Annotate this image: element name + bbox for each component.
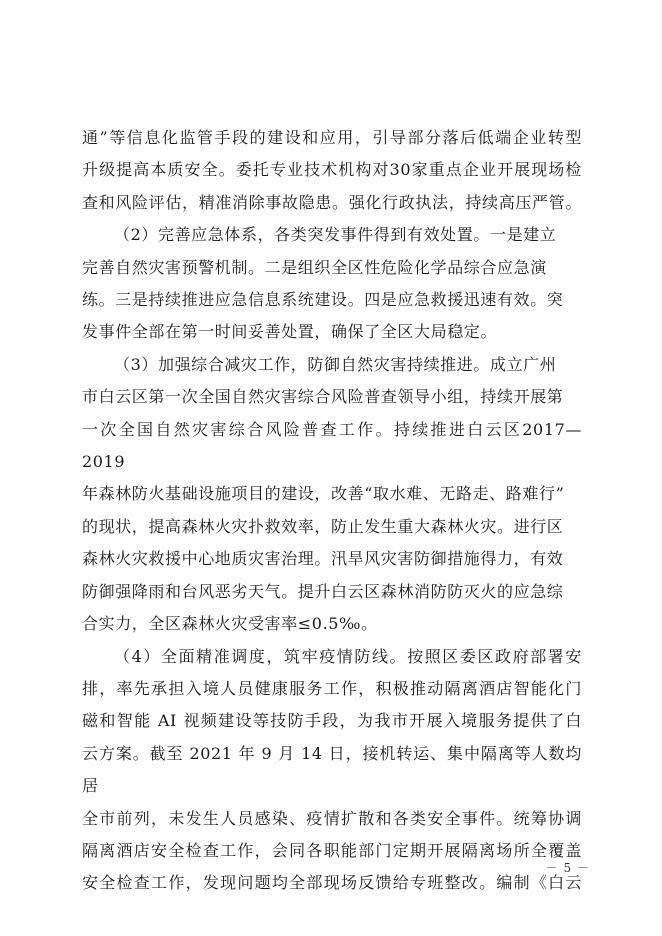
paragraph-emergency-system [82,219,582,349]
text-line: 市白云区第一次全国自然灾害综合风险普查领导小组，持续开展第 [82,387,564,407]
text-line: 发事件全部在第一时间妥善处置，确保了全区大局稳定。 [82,322,498,342]
text-line: 全市前列，未发生人员感染、疫情扩散和各类安全事件。统筹协调 [82,808,582,828]
text-line: 隔离酒店安全检查工作，会同各职能部门定期开展隔离场所全覆盖 [82,840,582,860]
text-line: 森林火灾救援中心地质灾害治理。汛旱风灾害防御措施得力，有效 [82,549,564,569]
text-line: 安全检查工作，发现问题均全部现场反馈给专班整改。编制《白云 [82,873,582,893]
text-line: 升级提高本质安全。委托专业技术机构对30家重点企业开展现场检 [82,160,582,180]
text-line: 合实力，全区森林火灾受害率≤0.5‰。 [82,614,378,634]
text-line: 完善自然灾害预警机制。二是组织全区性危险化学品综合应急演 [82,257,547,277]
text-line: （3）加强综合减灾工作，防御自然灾害持续推进。成立广州 [114,354,557,374]
paragraph-disaster-reduction [82,349,582,641]
text-line: 查和风险评估，精准消除事故隐患。强化行政执法，持续高压严管。 [82,192,582,212]
text-line: （4）全面精准调度，筑牢疫情防线。按照区委区政府部署安 [114,646,582,666]
text-line: （2）完善应急体系，各类突发事件得到有效处置。一是建立 [114,225,557,245]
paragraph-regulation-continued [82,122,582,219]
text-line: 一次全国自然灾害综合风险普查工作。持续推进白云区2017—2019 [82,419,582,472]
text-line: 排，率先承担入境人员健康服务工作，积极推动隔离酒店智能化门 [82,678,582,698]
body-text [82,122,582,900]
text-line: 练。三是持续推进应急信息系统建设。四是应急救援迅速有效。突 [82,290,564,310]
page-number: － 5 － [545,861,590,875]
text-line: 防御强降雨和台风恶劣天气。提升白云区森林消防防灭火的应急综 [82,581,564,601]
text-line: 磁和智能 AI 视频建设等技防手段，为我市开展入境服务提供了白 [82,711,582,731]
text-line: 的现状，提高森林火灾扑救效率，防止发生重大森林火灾。进行区 [82,516,564,536]
text-line: 年森林防火基础设施项目的建设，改善“取水难、无路走、路难行” [82,484,565,504]
paragraph-epidemic-prevention [82,641,582,900]
text-line: 通”等信息化监管手段的建设和应用，引导部分落后低端企业转型 [82,128,582,147]
text-line: 云方案。截至 2021 年 9 月 14 日，接机转运、集中隔离等人数均居 [82,743,582,796]
